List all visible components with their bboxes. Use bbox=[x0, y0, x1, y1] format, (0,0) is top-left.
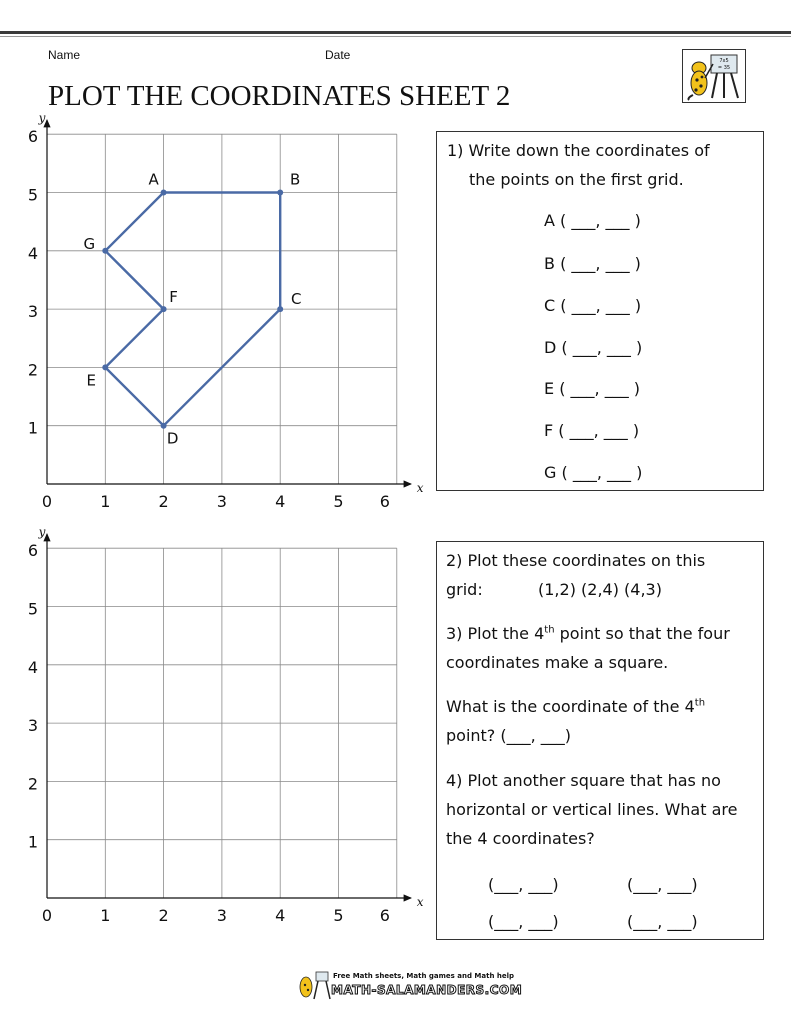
date-label: Date bbox=[325, 48, 351, 62]
point-label-d: D bbox=[166, 429, 179, 448]
answer-d: D ( ___, ___ ) bbox=[544, 338, 643, 357]
square-blank-1: (___, ___) bbox=[488, 875, 559, 894]
q4-line-1: 4) Plot another square that has no bbox=[446, 771, 721, 790]
y-tick-label: 1 bbox=[27, 418, 39, 438]
point-label-a: A bbox=[148, 170, 159, 189]
grid-1 bbox=[28, 111, 424, 511]
y-tick-label: 6 bbox=[27, 127, 39, 147]
point-label-e: E bbox=[86, 371, 97, 390]
answer-e: E ( ___, ___ ) bbox=[544, 379, 641, 398]
answer-c: C ( ___, ___ ) bbox=[544, 296, 642, 315]
point-c bbox=[277, 306, 283, 312]
x-axis-variable: x bbox=[416, 481, 424, 495]
y-tick-label: 5 bbox=[27, 185, 39, 205]
square-blank-4: (___, ___) bbox=[627, 912, 698, 931]
point-d bbox=[161, 423, 167, 429]
q4-line-3: the 4 coordinates? bbox=[446, 829, 595, 848]
question-1-box bbox=[436, 131, 764, 491]
svg-text:= 35: = 35 bbox=[717, 65, 731, 71]
x-tick-label: 4 bbox=[275, 492, 286, 511]
point-a bbox=[161, 190, 167, 196]
x-tick-label: 5 bbox=[333, 492, 344, 511]
q2-coordinates: (1,2) (2,4) (4,3) bbox=[538, 580, 662, 599]
q3b-line-2: point? (___, ___) bbox=[446, 726, 572, 745]
answer-g: G ( ___, ___ ) bbox=[544, 463, 643, 482]
square-blank-2: (___, ___) bbox=[627, 875, 698, 894]
x-tick-label: 1 bbox=[100, 906, 111, 925]
y-tick-label: 6 bbox=[27, 541, 39, 561]
y-tick-label: 2 bbox=[27, 774, 39, 794]
y-tick-label: 5 bbox=[27, 599, 39, 619]
x-tick-label: 5 bbox=[333, 906, 344, 925]
point-f bbox=[161, 306, 167, 312]
x-tick-label: 0 bbox=[41, 492, 53, 511]
footer-brand[interactable]: MATH-SALAMANDERS.COM bbox=[331, 983, 523, 997]
square-blank-3: (___, ___) bbox=[488, 912, 559, 931]
y-axis-variable: y bbox=[38, 111, 46, 126]
y-tick-label: 2 bbox=[27, 360, 39, 380]
x-axis-variable: x bbox=[416, 895, 424, 909]
x-tick-label: 6 bbox=[379, 906, 390, 925]
q4-line-2: horizontal or vertical lines. What are bbox=[446, 800, 738, 819]
point-label-c: C bbox=[290, 290, 302, 309]
point-e bbox=[102, 364, 108, 370]
grid-2 bbox=[28, 525, 424, 925]
answer-b: B ( ___, ___ ) bbox=[544, 254, 641, 273]
page-title: PLOT THE COORDINATES SHEET 2 bbox=[48, 80, 511, 112]
y-tick-label: 4 bbox=[27, 243, 39, 263]
point-b bbox=[277, 190, 283, 196]
x-tick-label: 6 bbox=[379, 492, 390, 511]
x-tick-label: 2 bbox=[158, 906, 169, 925]
q2-line-2-label: grid: bbox=[446, 580, 483, 599]
point-label-f: F bbox=[169, 288, 178, 307]
y-axis-variable: y bbox=[38, 525, 46, 540]
questions-2-4-box bbox=[436, 541, 764, 940]
y-tick-label: 1 bbox=[27, 832, 39, 852]
q3b-line-1: What is the coordinate of the 4th bbox=[446, 697, 706, 716]
point-label-g: G bbox=[83, 234, 96, 253]
x-tick-label: 2 bbox=[158, 492, 169, 511]
svg-text:7x5: 7x5 bbox=[719, 58, 729, 64]
q1-line-1: 1) Write down the coordinates of bbox=[447, 141, 710, 160]
name-label: Name bbox=[48, 48, 81, 62]
x-tick-label: 3 bbox=[216, 492, 227, 511]
x-tick-label: 3 bbox=[216, 906, 227, 925]
x-tick-label: 1 bbox=[100, 492, 111, 511]
y-tick-label: 3 bbox=[27, 716, 39, 736]
y-tick-label: 4 bbox=[27, 657, 39, 677]
q3-line-2: coordinates make a square. bbox=[446, 653, 669, 672]
q1-line-2: the points on the first grid. bbox=[469, 170, 684, 189]
point-label-b: B bbox=[290, 170, 301, 189]
answer-f: F ( ___, ___ ) bbox=[544, 421, 640, 440]
point-g bbox=[102, 248, 108, 254]
x-tick-label: 4 bbox=[275, 906, 286, 925]
y-tick-label: 3 bbox=[27, 302, 39, 322]
q3-line-1: 3) Plot the 4th point so that the four bbox=[446, 624, 730, 643]
x-tick-label: 0 bbox=[41, 906, 53, 925]
footer-tagline: Free Math sheets, Math games and Math help bbox=[333, 972, 515, 980]
q2-line-1: 2) Plot these coordinates on this bbox=[446, 551, 706, 570]
answer-a: A ( ___, ___ ) bbox=[544, 211, 641, 230]
